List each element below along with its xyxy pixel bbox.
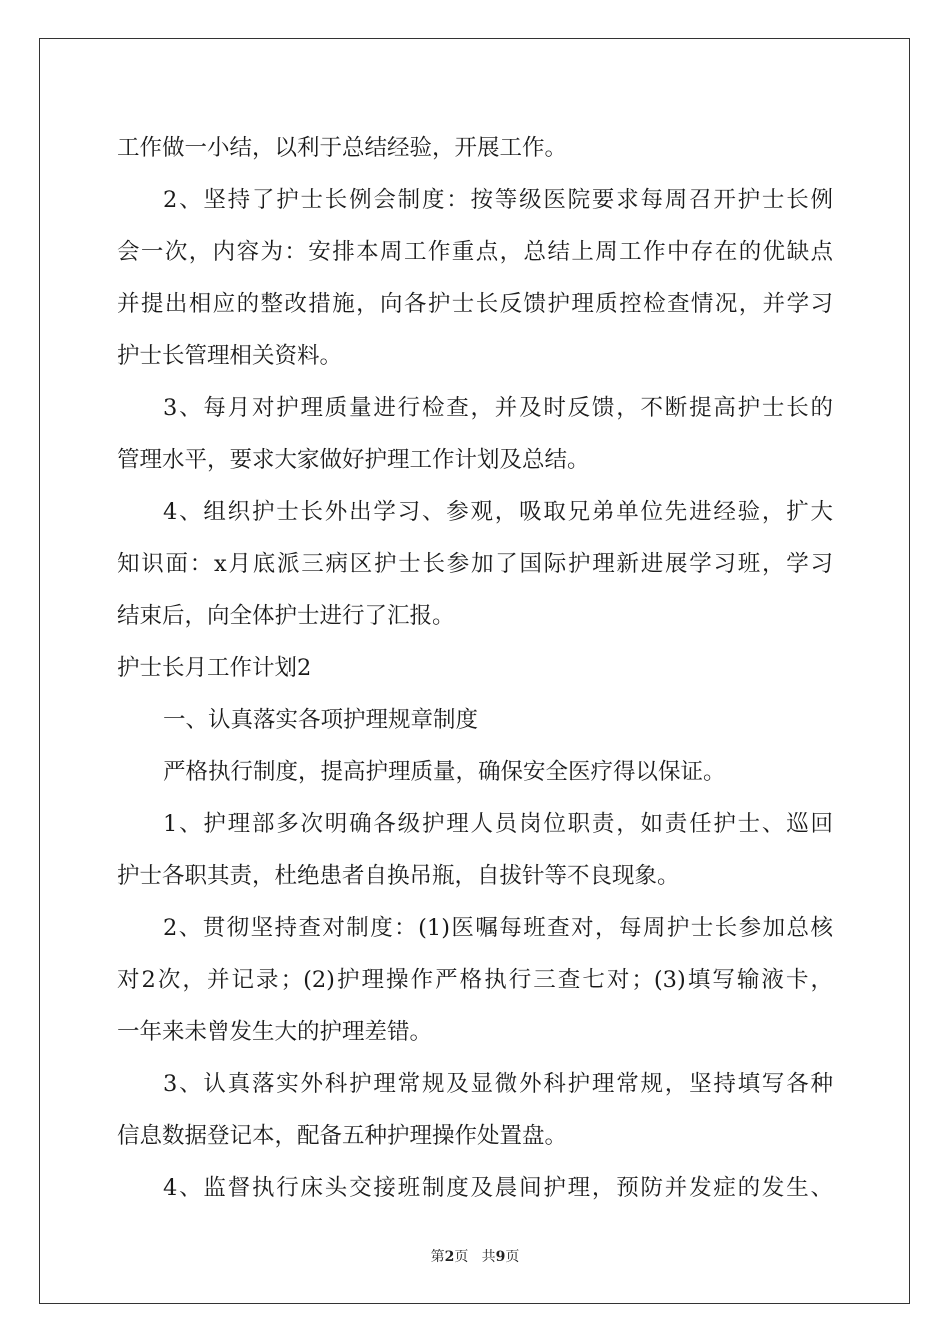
text-line: 对2次，并记录；(2)护理操作严格执行三查七对；(3)填写输液卡，: [117, 967, 833, 993]
footer-page-number: 2: [444, 1249, 455, 1265]
text-line: 知识面：x月底派三病区护士长参加了国际护理新进展学习班，学习: [117, 551, 833, 577]
footer-total-suffix: 页: [505, 1249, 520, 1265]
text-line: 2、坚持了护士长例会制度：按等级医院要求每周召开护士长例: [163, 187, 833, 213]
text-line: 3、认真落实外科护理常规及显微外科护理常规，坚持填写各种: [163, 1071, 833, 1097]
text-line: 一、认真落实各项护理规章制度: [163, 707, 479, 733]
text-line: 4、组织护士长外出学习、参观，吸取兄弟单位先进经验，扩大: [163, 499, 833, 525]
text-line: 4、监督执行床头交接班制度及晨间护理，预防并发症的发生、: [163, 1175, 833, 1201]
footer-page-suffix: 页: [454, 1249, 469, 1265]
footer-total-prefix: 共: [481, 1249, 496, 1265]
text-line: 护士各职其责，杜绝患者自换吊瓶，自拔针等不良现象。: [117, 863, 680, 889]
text-line: 1、护理部多次明确各级护理人员岗位职责，如责任护士、巡回: [163, 811, 833, 837]
text-line: 2、贯彻坚持查对制度：(1)医嘱每班查对，每周护士长参加总核: [163, 915, 833, 941]
text-line: 结束后，向全体护士进行了汇报。: [117, 603, 455, 629]
text-line: 护士长管理相关资料。: [117, 343, 343, 369]
text-line: 工作做一小结，以利于总结经验，开展工作。: [117, 135, 568, 161]
text-line: 3、每月对护理质量进行检查，并及时反馈，不断提高护士长的: [163, 395, 833, 421]
document-body: [117, 122, 833, 1214]
text-line: 一年来未曾发生大的护理差错。: [117, 1019, 433, 1045]
text-line: 管理水平，要求大家做好护理工作计划及总结。: [117, 447, 590, 473]
text-line: 信息数据登记本，配备五种护理操作处置盘。: [117, 1123, 568, 1149]
footer-total-pages: 9: [495, 1249, 506, 1265]
text-line: 并提出相应的整改措施，向各护士长反馈护理质控检查情况，并学习: [117, 291, 833, 317]
text-line: 严格执行制度，提高护理质量，确保安全医疗得以保证。: [163, 759, 726, 785]
text-line: 会一次，内容为：安排本周工作重点，总结上周工作中存在的优缺点: [117, 239, 833, 265]
text-line: 护士长月工作计划2: [117, 655, 312, 681]
page-footer: [0, 1246, 950, 1266]
footer-page-prefix: 第: [430, 1249, 445, 1265]
